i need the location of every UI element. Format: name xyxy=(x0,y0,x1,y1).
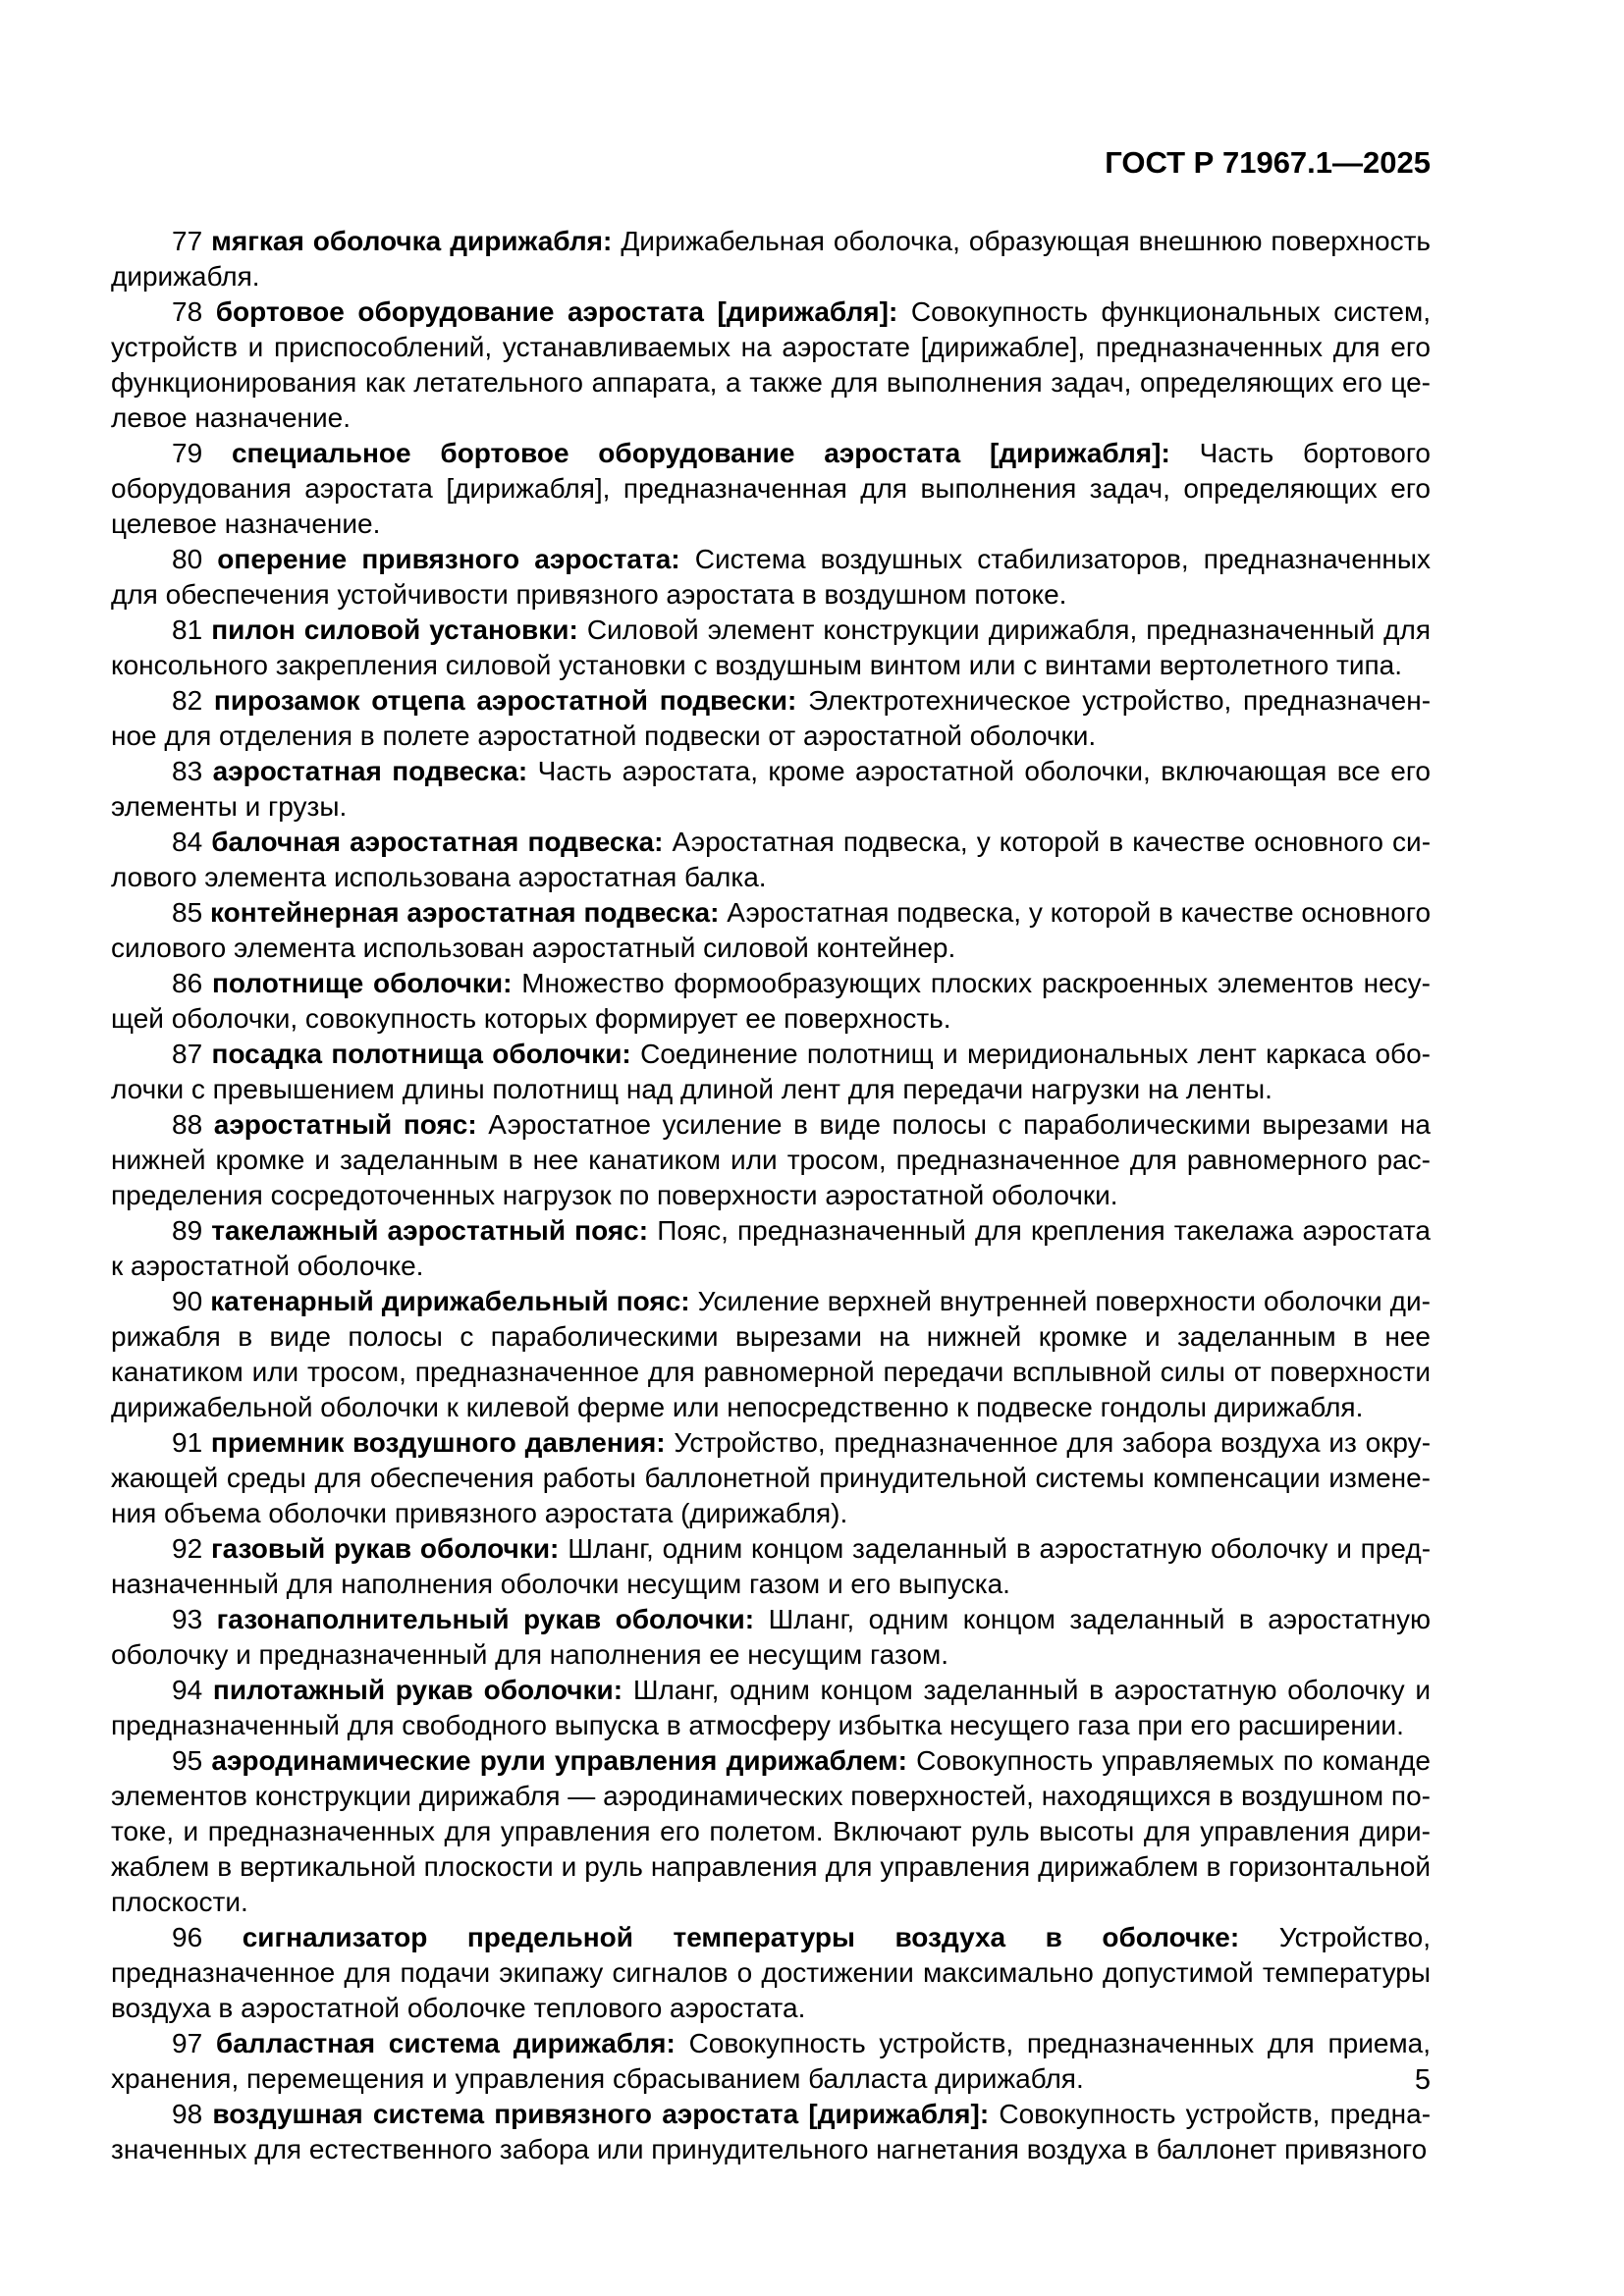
term-name: пилотажный рукав оболочки: xyxy=(212,1675,623,1705)
term-paragraph xyxy=(111,1425,1431,1531)
term-number: 98 xyxy=(172,2099,203,2129)
term-name: балочная аэростатная подвеска: xyxy=(211,827,664,857)
term-number: 88 xyxy=(172,1109,203,1140)
term-name: пилон силовой установки: xyxy=(211,614,578,645)
term-paragraph xyxy=(111,1602,1431,1673)
term-definition: Совокупность устройств, предназначенных для естественного забора или принудительного нагнетания воздуха в баллонет привязного xyxy=(111,2099,1432,2164)
term-paragraph xyxy=(111,1107,1431,1213)
term-definition: Электротехническое устройство, предназначенное для отделения в полете аэростатной подвески от аэростатной оболочки. xyxy=(111,685,1432,751)
term-definition: Часть аэростата, кроме аэростатной оболочки, включающая все его элементы и грузы. xyxy=(111,756,1431,822)
term-definition: Аэростатное усиление в виде полосы с параболическими вырезами на нижней кромке и заделанным в нее канатиком или тросом, предназначенное для равномерного распределения сосредоточенных нагрузок по поверхности аэростатной оболочки. xyxy=(111,1109,1431,1210)
term-number: 80 xyxy=(172,544,203,574)
term-definition: Аэростатная подвеска, у которой в качестве основного силового элемента использован аэростатный силовой контейнер. xyxy=(111,897,1432,963)
term-definition: Устройство, предназначенное для забора воздуха из окружающей среды для обеспечения работы баллонетной принудительной системы компенсации изменения объема оболочки привязного аэростата (дирижабля). xyxy=(111,1427,1432,1528)
term-number: 77 xyxy=(172,226,203,256)
term-number: 94 xyxy=(172,1675,203,1705)
term-paragraph xyxy=(111,1673,1431,1743)
term-number: 86 xyxy=(172,968,203,998)
term-paragraph xyxy=(111,754,1431,825)
term-name: аэростатный пояс: xyxy=(213,1109,477,1140)
term-number: 92 xyxy=(172,1533,203,1564)
term-name: полотнище оболочки: xyxy=(211,968,513,998)
term-name: сигнализатор предельной температуры воздуха в оболочке: xyxy=(242,1922,1240,1952)
term-paragraph xyxy=(111,895,1431,966)
term-paragraph xyxy=(111,825,1431,895)
term-name: воздушная система привязного аэростата [дирижабля]: xyxy=(212,2099,990,2129)
term-definition: Множество формообразующих плоских раскроенных элементов несущей оболочки, совокупность которых формирует ее поверхность. xyxy=(111,968,1431,1034)
term-definition: Система воздушных стабилизаторов, предназначенных для обеспечения устойчивости привязного аэростата в воздушном потоке. xyxy=(111,544,1432,610)
term-name: балластная система дирижабля: xyxy=(215,2028,676,2058)
term-definition: Пояс, предназначенный для крепления такелажа аэростата к аэростатной оболочке. xyxy=(111,1215,1432,1281)
term-name: посадка полотнища оболочки: xyxy=(211,1039,631,1069)
term-name: контейнерная аэростатная подвеска: xyxy=(209,897,720,928)
term-number: 81 xyxy=(172,614,203,645)
page-number: 5 xyxy=(1414,2064,1431,2096)
term-paragraph xyxy=(111,966,1431,1037)
term-paragraph xyxy=(111,1743,1431,1920)
term-definition: Соединение полотнищ и меридиональных лент каркаса оболочки с превышением длины полотнищ над длиной лент для передачи нагрузки на ленты. xyxy=(111,1039,1431,1104)
term-name: приемник воздушного давления: xyxy=(210,1427,666,1458)
term-number: 78 xyxy=(172,296,203,327)
term-paragraph xyxy=(111,2097,1431,2167)
term-name: мягкая оболочка дирижабля: xyxy=(211,226,613,256)
term-definition: Устройство, предназначенное для подачи экипажу сигналов о достижении максимально допустимой температуры воздуха в аэростатной оболочке теплового аэростата. xyxy=(111,1922,1431,2023)
term-number: 91 xyxy=(172,1427,203,1458)
term-definition: Совокупность функциональных систем, устройств и приспособлений, устанавливаемых на аэростате [дирижабле], предназначенных для его функционирования как летательного аппарата, а также для выполнения задач, определяющих его целевое назначение. xyxy=(111,296,1432,433)
term-definition: Усиление верхней внутренней поверхности оболочки дирижабля в виде полосы с параболическими вырезами на нижней кромке и заделанным в нее канатиком или тросом, предназначенное для равномерной передачи всплывной силы от поверхности дирижабельной оболочки к килевой ферме или непосредственно к подвеске гондолы дирижабля. xyxy=(111,1286,1431,1422)
term-paragraph xyxy=(111,683,1431,754)
term-name: такелажный аэростатный пояс: xyxy=(211,1215,649,1246)
term-definition: Часть бортового оборудования аэростата [дирижабля], предназначенная для выполнения задач, определяющих его целевое назначение. xyxy=(111,438,1432,539)
term-name: газовый рукав оболочки: xyxy=(210,1533,560,1564)
term-paragraph xyxy=(111,1037,1431,1107)
document-header: ГОСТ Р 71967.1—2025 xyxy=(1105,145,1431,180)
term-name: аэростатная подвеска: xyxy=(212,756,528,786)
term-number: 89 xyxy=(172,1215,203,1246)
term-definition: Совокупность устройств, предназначенных для приема, хранения, перемещения и управления сбрасыванием балласта дирижабля. xyxy=(111,2028,1432,2094)
term-number: 97 xyxy=(172,2028,203,2058)
term-name: катенарный дирижабельный пояс: xyxy=(210,1286,690,1316)
term-definition: Шланг, одним концом заделанный в аэростатную оболочку и предназначенный для наполнения оболочки несущим газом и его выпуска. xyxy=(111,1533,1432,1599)
term-definition: Силовой элемент конструкции дирижабля, предназначенный для консольного закрепления силовой установки с воздушным винтом или с винтами вертолетного типа. xyxy=(111,614,1431,680)
term-name: оперение привязного аэростата: xyxy=(217,544,680,574)
term-paragraph xyxy=(111,294,1431,436)
term-paragraph xyxy=(111,1531,1431,1602)
term-paragraph xyxy=(111,613,1431,683)
term-number: 87 xyxy=(172,1039,203,1069)
term-paragraph xyxy=(111,542,1431,613)
term-paragraph xyxy=(111,1284,1431,1425)
term-number: 79 xyxy=(172,438,203,468)
term-number: 82 xyxy=(172,685,203,716)
term-number: 85 xyxy=(172,897,203,928)
term-definition: Шланг, одним концом заделанный в аэростатную оболочку и предназначенный для наполнения ее несущим газом. xyxy=(111,1604,1431,1670)
terms-list xyxy=(111,224,1431,2167)
term-definition: Шланг, одним концом заделанный в аэростатную оболочку и предназначенный для свободного выпуска в атмосферу избытка несущего газа при его расширении. xyxy=(111,1675,1432,1740)
term-name: бортовое оборудование аэростата [дирижабля]: xyxy=(215,296,898,327)
term-paragraph xyxy=(111,1213,1431,1284)
term-number: 84 xyxy=(172,827,203,857)
term-definition: Совокупность управляемых по команде элементов конструкции дирижабля — аэродинамических поверхностей, находящихся в воздушном потоке, и предназначенных для управления его полетом. Включают руль высоты для управления дирижаблем в вертикальной плоскости и руль направления для управления дирижаблем в горизонтальной плоскости. xyxy=(111,1745,1431,1917)
term-name: газонаполнительный рукав оболочки: xyxy=(216,1604,755,1634)
term-paragraph xyxy=(111,224,1431,294)
term-number: 95 xyxy=(172,1745,203,1776)
term-paragraph xyxy=(111,1920,1431,2026)
term-name: аэродинамические рули управления дирижаблем: xyxy=(211,1745,907,1776)
term-paragraph xyxy=(111,436,1431,542)
term-definition: Дирижабельная оболочка, образующая внешнюю поверхность дирижабля. xyxy=(111,226,1431,292)
term-definition: Аэростатная подвеска, у которой в качестве основного силового элемента использована аэростатная балка. xyxy=(111,827,1432,892)
term-number: 96 xyxy=(172,1922,203,1952)
term-name: пирозамок отцепа аэростатной подвески: xyxy=(213,685,797,716)
term-number: 83 xyxy=(172,756,203,786)
term-number: 90 xyxy=(172,1286,203,1316)
term-number: 93 xyxy=(172,1604,203,1634)
term-name: специальное бортовое оборудование аэростата [дирижабля]: xyxy=(231,438,1170,468)
